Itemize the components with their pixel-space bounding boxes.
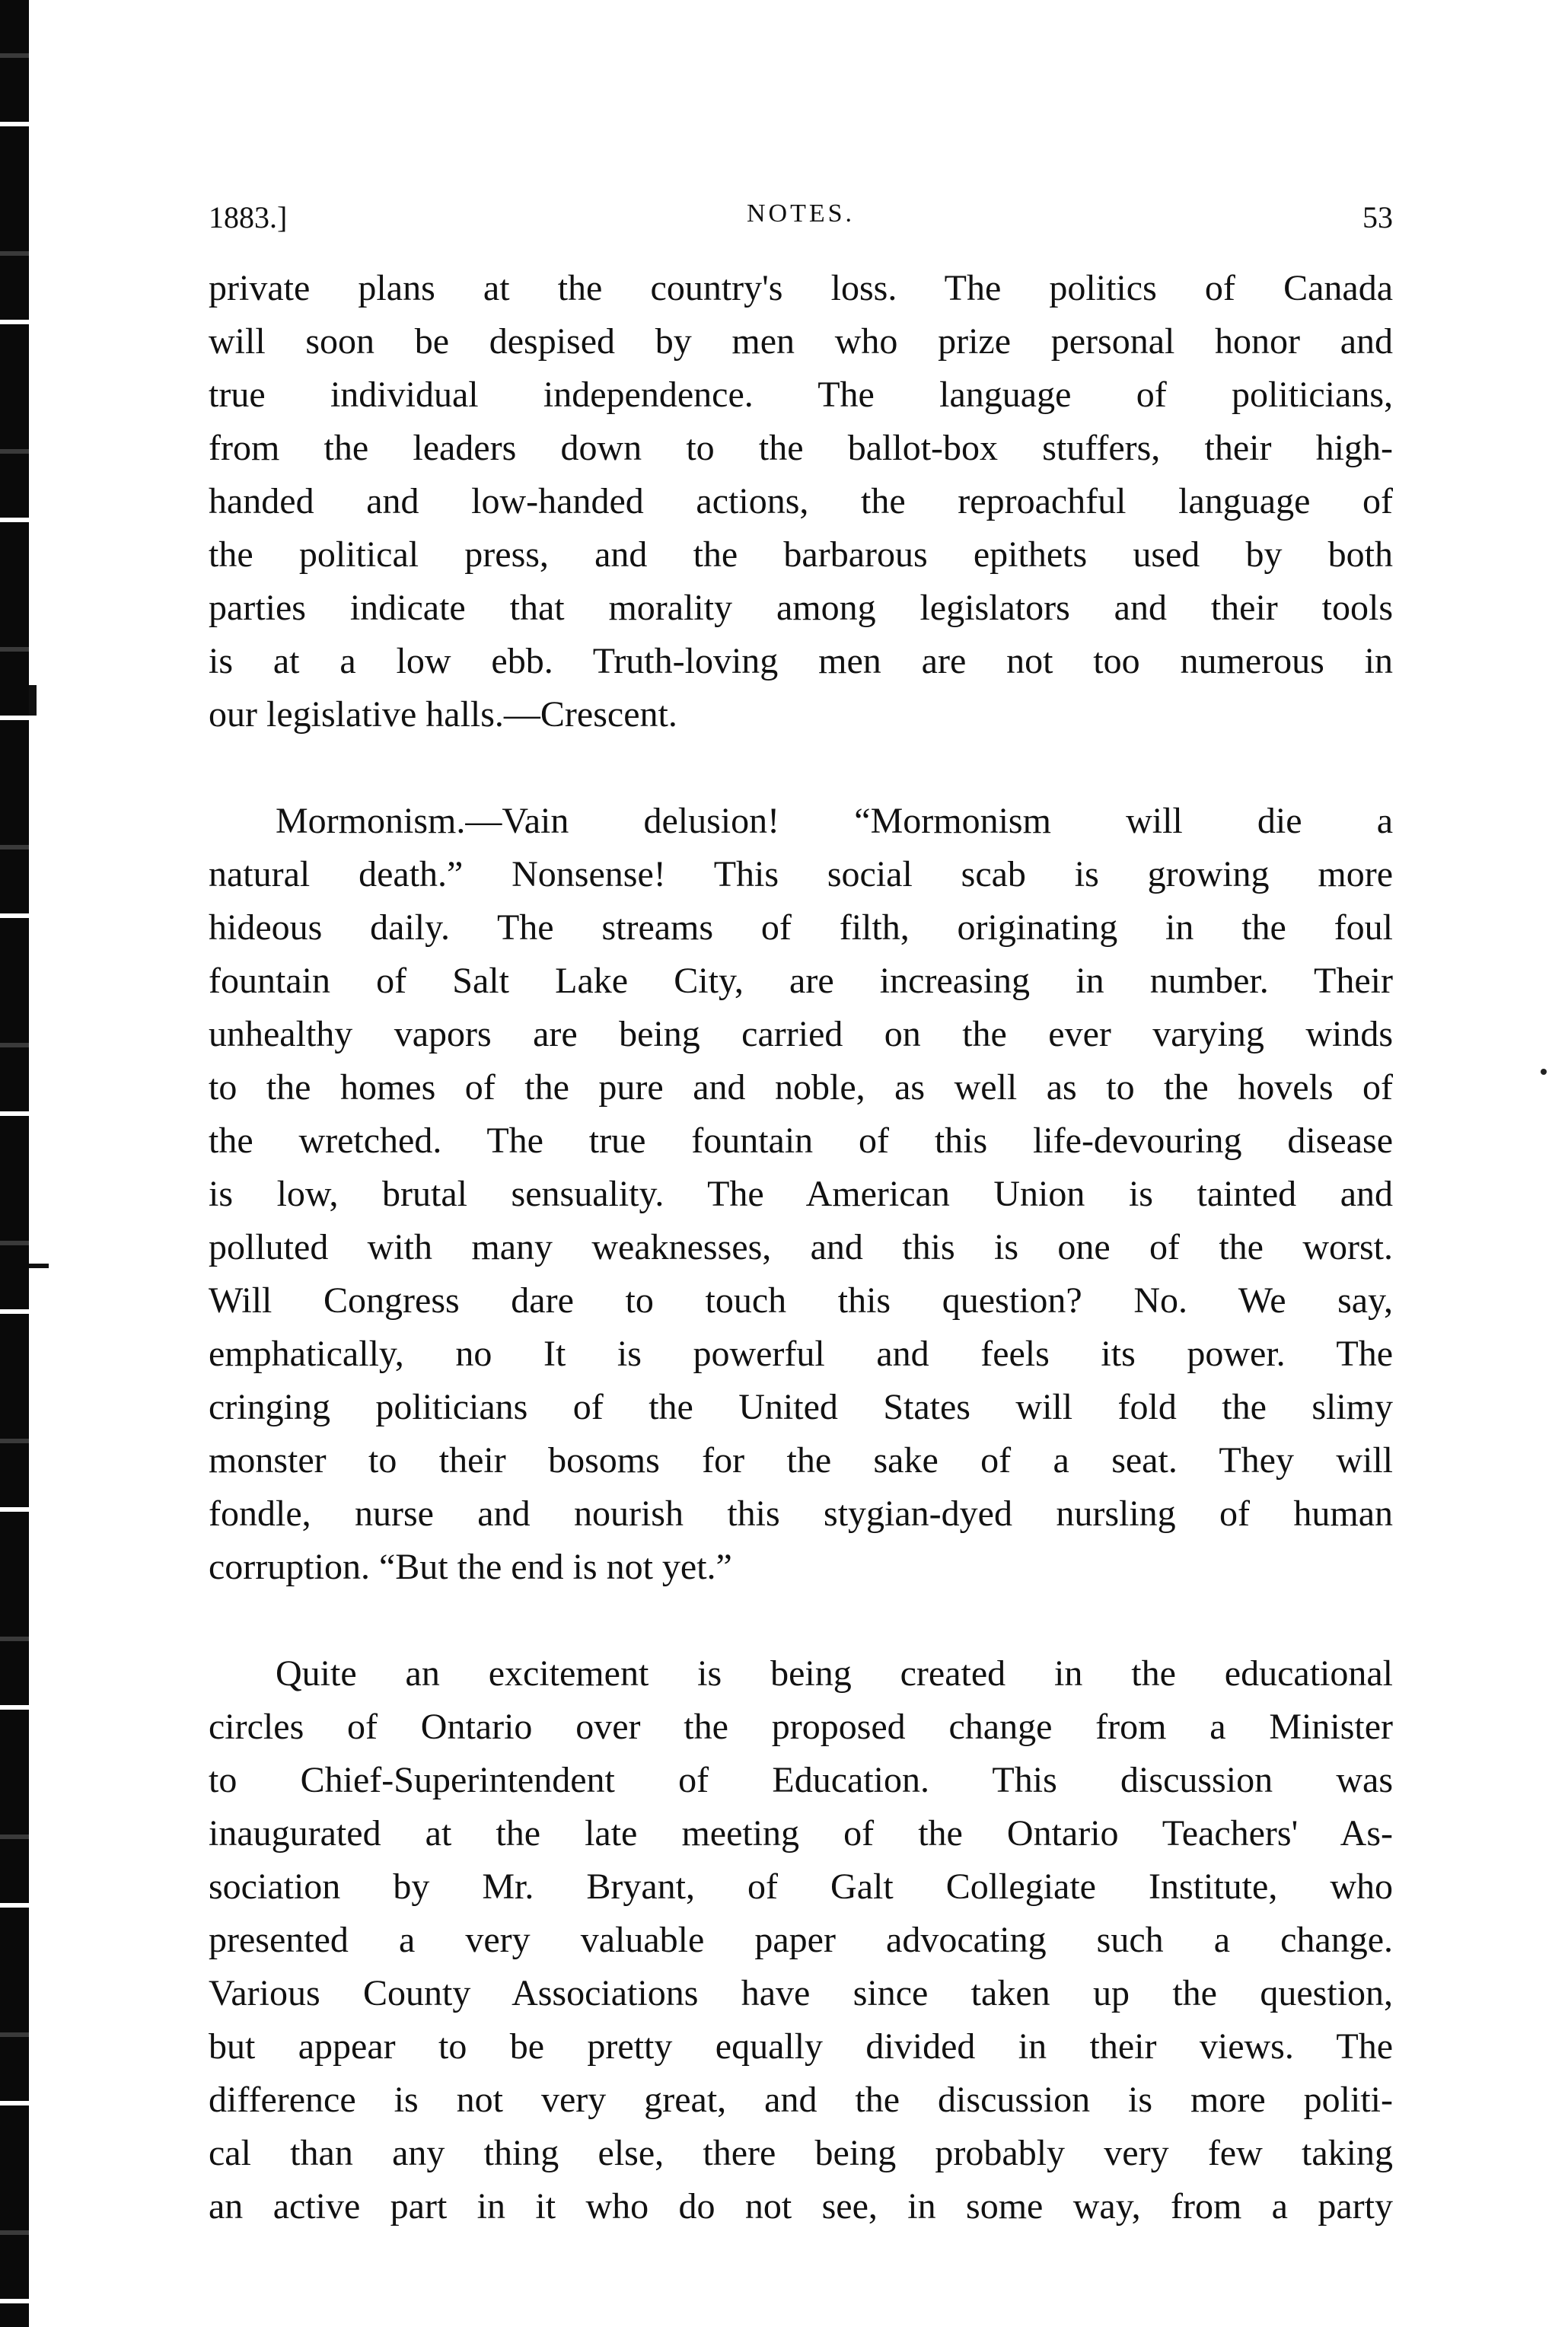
text-line: private plans at the country's loss. The politics of Canada <box>209 268 1393 308</box>
text-line: cal than any thing else, there being probably very few taking <box>209 2133 1393 2173</box>
text-line: our legislative halls.—Crescent. <box>209 694 677 735</box>
text-line: will soon be despised by men who prize personal honor and <box>209 321 1393 362</box>
text-line: the political press, and the barbarous epithets used by both <box>209 534 1393 575</box>
scanned-page-edge <box>0 0 29 2327</box>
text-line: from the leaders down to the ballot-box stuffers, their high- <box>209 428 1393 468</box>
text-line: fondle, nurse and nourish this stygian-dyed nursling of human <box>209 1493 1393 1534</box>
scan-edge-mark <box>29 685 37 716</box>
text-line: but appear to be pretty equally divided in their views. The <box>209 2026 1393 2067</box>
text-line: cringing politicians of the United States will fold the slimy <box>209 1387 1393 1427</box>
paragraph-gap <box>209 741 1393 795</box>
header-year: 1883.] <box>209 200 288 234</box>
text-line: hideous daily. The streams of filth, originating in the foul <box>209 907 1393 948</box>
paragraph-politics <box>209 262 1393 741</box>
text-line: monster to their bosoms for the sake of a seat. They will <box>209 1440 1393 1481</box>
text-line: circles of Ontario over the proposed change from a Minister <box>209 1707 1393 1747</box>
text-line: to the homes of the pure and noble, as well as to the hovels of <box>209 1067 1393 1108</box>
text-line: the wretched. The true fountain of this life-devouring disease <box>209 1120 1393 1161</box>
text-line: inaugurated at the late meeting of the Ontario Teachers' As- <box>209 1813 1393 1854</box>
paragraph-education <box>209 1647 1393 2233</box>
text-line: Will Congress dare to touch this question? No. We say, <box>209 1280 1393 1321</box>
page-number: 53 <box>1362 200 1393 234</box>
text-line: presented a very valuable paper advocating such a change. <box>209 1920 1393 1960</box>
text-line: difference is not very great, and the discussion is more politi- <box>209 2080 1393 2120</box>
text-line: natural death.” Nonsense! This social scab is growing more <box>209 854 1393 894</box>
text-line: handed and low-handed actions, the reproachful language of <box>209 481 1393 521</box>
text-line: Mormonism.—Vain delusion! “Mormonism will die a <box>276 801 1393 841</box>
text-line: to Chief-Superintendent of Education. This discussion was <box>209 1760 1393 1800</box>
page-body <box>209 262 1393 2233</box>
scan-edge-mark <box>29 1264 49 1268</box>
stray-ink-dot <box>1541 1069 1547 1075</box>
text-line: unhealthy vapors are being carried on the ever varying winds <box>209 1014 1393 1054</box>
text-line: true individual independence. The language of politicians, <box>209 375 1393 415</box>
text-line: corruption. “But the end is not yet.” <box>209 1547 732 1587</box>
paragraph-gap <box>209 1594 1393 1647</box>
text-line: is at a low ebb. Truth-loving men are not too numerous in <box>209 641 1393 681</box>
text-line: Various County Associations have since taken up the question, <box>209 1973 1393 2013</box>
text-line: an active part in it who do not see, in some way, from a party <box>209 2186 1393 2227</box>
text-line: Quite an excitement is being created in the educational <box>276 1653 1393 1694</box>
text-line: polluted with many weaknesses, and this is one of the worst. <box>209 1227 1393 1267</box>
text-line: fountain of Salt Lake City, are increasing in number. Their <box>209 961 1393 1001</box>
header-title: NOTES. <box>746 199 856 228</box>
text-line: emphatically, no It is powerful and feels its power. The <box>209 1334 1393 1374</box>
text-line: parties indicate that morality among legislators and their tools <box>209 588 1393 628</box>
paragraph-mormonism <box>209 795 1393 1594</box>
running-header <box>209 199 1393 245</box>
text-line: is low, brutal sensuality. The American Union is tainted and <box>209 1174 1393 1214</box>
text-line: sociation by Mr. Bryant, of Galt Collegiate Institute, who <box>209 1866 1393 1907</box>
